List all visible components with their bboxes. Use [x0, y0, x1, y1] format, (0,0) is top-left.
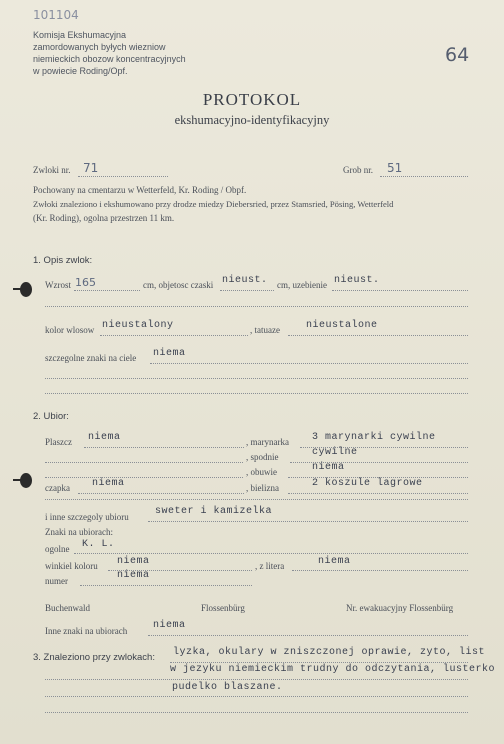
cap-value: niema: [92, 478, 125, 489]
camp-buchenwald: Buchenwald: [45, 603, 90, 613]
number-value: niema: [117, 570, 150, 581]
grave-number-line: [380, 176, 468, 177]
camp-flossenburg: Flossenbürg: [201, 603, 245, 613]
burial-line-2: Zwłoki znaleziono i ekshumowano przy drodze miedzy Diebersried, przez Stamsried, Pösing, Wetterfeld: [33, 199, 394, 209]
tattoo-label: , tatuaze: [250, 325, 280, 335]
corner-number: 101104: [33, 8, 79, 22]
section-3-title: 3. Znaleziono przy zwlokach:: [33, 652, 155, 663]
page-number: 64: [445, 44, 470, 66]
trousers-value: cywilne: [312, 447, 358, 458]
org-line-4: w powiecie Roding/Opf.: [33, 66, 128, 76]
skull-value: nieust.: [222, 275, 268, 286]
cap-label: czapka: [45, 483, 70, 493]
findings-line-3: pudelko blaszane.: [172, 682, 283, 693]
blank-line-3: [45, 393, 468, 394]
punch-hole-top: [20, 282, 32, 297]
other-marks-value: niema: [153, 620, 186, 631]
clothing-marks-title: Znaki na ubiorach:: [45, 527, 113, 537]
shoes-extra-line: [45, 477, 243, 478]
section-2-title: 2. Ubior:: [33, 411, 69, 422]
marks-label: szczegolne znaki na ciele: [45, 353, 137, 363]
trousers-label: , spodnie: [246, 452, 279, 462]
cap-line: [78, 493, 244, 494]
angle-color-value: niema: [117, 556, 150, 567]
other-marks-label: Inne znaki na ubiorach: [45, 626, 128, 636]
teeth-value: nieust.: [334, 275, 380, 286]
section-1-title: 1. Opis zwlok:: [33, 255, 93, 266]
general-marks-line: [74, 553, 468, 554]
coat-extra-line: [45, 462, 243, 463]
findings-line-2: w jezyku niemieckim trudny do odczytania, lusterko: [170, 664, 496, 675]
underwear-label: , bielizna: [246, 483, 279, 493]
other-clothing-value: sweter i kamizelka: [155, 506, 273, 517]
findings-line-1: lyzka, okulary w zniszczonej oprawie, zyto, list: [173, 647, 486, 658]
number-line: [80, 585, 252, 586]
org-line-2: zamordowanych byłych wiezniow: [33, 42, 166, 52]
letter-line: [292, 570, 468, 571]
skull-label: cm, objetosc czaski: [143, 280, 214, 290]
hair-line: [100, 335, 248, 336]
tattoo-line: [288, 335, 468, 336]
other-clothing-label: i inne szczegoly ubioru: [45, 512, 129, 522]
blank-line-1: [45, 306, 468, 307]
other-clothing-line: [148, 521, 468, 522]
coat-value: niema: [88, 432, 121, 443]
burial-line-1: Pochowany na cmentarzu w Wetterfeld, Kr. Roding / Obpf.: [33, 185, 247, 195]
body-number-value: 71: [83, 161, 99, 175]
teeth-label: cm, uzebienie: [277, 280, 327, 290]
findings-underline-4: [45, 712, 468, 713]
skull-line: [220, 290, 274, 291]
other-marks-line: [148, 635, 468, 636]
org-line-3: niemieckich obozow koncentracyjnych: [33, 54, 186, 64]
findings-underline-1: [170, 662, 468, 663]
shirt-value: 3 marynarki cywilne: [312, 432, 436, 443]
teeth-line: [332, 290, 468, 291]
coat-label: Plaszcz: [45, 437, 72, 447]
general-marks-value: K. L.: [82, 539, 115, 550]
marks-line: [150, 363, 468, 364]
hair-value: nieustalony: [102, 320, 174, 331]
underwear-value: 2 koszule lagrowe: [312, 478, 423, 489]
evacuation-number: Nr. ewakuacyjny Flossenbürg: [346, 603, 454, 613]
height-line: [74, 290, 140, 291]
body-number-line: [78, 176, 168, 177]
marks-value: niema: [153, 348, 186, 359]
angle-color-label: winkiel koloru: [45, 561, 98, 571]
shirt-label: , marynarka: [246, 437, 289, 447]
hair-label: kolor wlosow: [45, 325, 95, 335]
general-marks-label: ogolne: [45, 544, 70, 554]
blank-line-2: [45, 378, 468, 379]
burial-line-3: (Kr. Roding), ogolna przestrzen 11 km.: [33, 213, 175, 223]
document-title: PROTOKOL: [202, 90, 302, 109]
org-line-1: Komisja Ekshumacyjna: [33, 30, 127, 40]
grave-number-value: 51: [387, 161, 403, 175]
coat-line: [84, 447, 244, 448]
body-number-label: Zwloki nr.: [33, 165, 71, 175]
letter-value: niema: [318, 556, 351, 567]
punch-hole-bottom: [20, 473, 32, 488]
underwear-line: [288, 493, 468, 494]
number-label: numer: [45, 576, 68, 586]
height-value: 165: [75, 276, 96, 289]
height-label: Wzrost: [45, 280, 71, 290]
grave-number-label: Grob nr.: [343, 165, 373, 175]
findings-underline-2: [45, 679, 468, 680]
shoes-label: , obuwie: [246, 467, 277, 477]
blank-line-4: [45, 499, 468, 500]
shoes-value: niema: [312, 462, 345, 473]
letter-label: , z litera: [255, 561, 285, 571]
findings-underline-3: [45, 696, 468, 697]
document-subtitle: ekshumacyjno-identyfikacyjny: [174, 113, 330, 127]
tattoo-value: nieustalone: [306, 320, 378, 331]
